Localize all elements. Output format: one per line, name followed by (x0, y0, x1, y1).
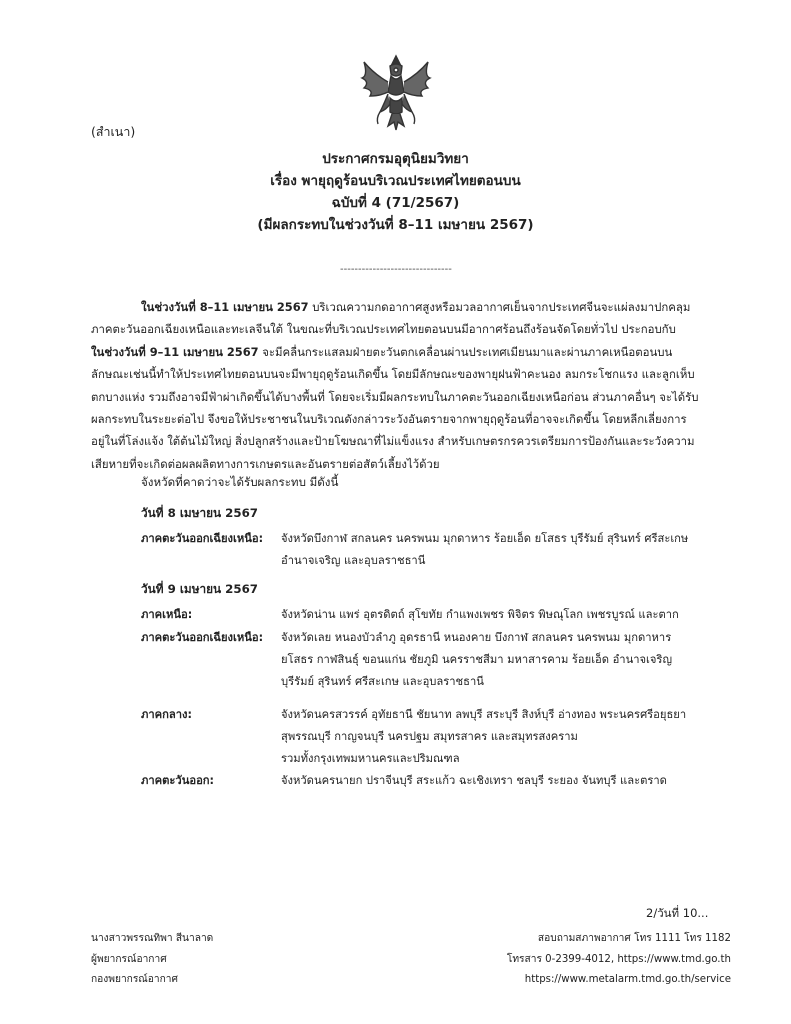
body-line: ภาคตะวันออกเฉียงเหนือและทะเลจีนใต้ ในขณะที่บริเวณประเทศไทยตอนบนมีอากาศร้อนถึงร้อนจัดโดยทั่วไป ประกอบกับ (91, 322, 676, 337)
footer-forecaster (91, 929, 213, 991)
region-label: ภาคตะวันออกเฉียงเหนือ: (141, 631, 264, 644)
region-provinces: จังหวัดนครสวรรค์ อุทัยธานี ชัยนาท ลพบุรี สระบุรี สิงห์บุรี อ่างทอง พระนครศรีอยุธยา สุพรรณบุรี กาญจนบุรี นครปฐม สมุทรสาคร และสมุทรสงคราม รวมทั้งกรุงเทพมหานครและปริมณฑล (281, 708, 687, 765)
day-header: วันที่ 9 เมษายน 2567 (141, 582, 259, 596)
region-provinces: จังหวัดเลย หนองบัวลำภู อุดรธานี หนองคาย บึงกาฬ สกลนคร นครพนม มุกดาหาร ยโสธร กาฬสินธุ์ ขอนแก่น ชัยภูมิ นครราชสีมา มหาสารคาม ร้อยเอ็ด อำนาจเจริญ บุรีรัมย์ สุรินทร์ ศรีสะเกษ และอุบลราชธานี (281, 631, 672, 688)
region-provinces: จังหวัดน่าน แพร่ อุตรดิตถ์ สุโขทัย กำแพงเพชร พิจิตร พิษณุโลก เพชรบูรณ์ และตาก (281, 608, 679, 621)
region-label: ภาคตะวันออก: (141, 774, 215, 787)
region-label: ภาคตะวันออกเฉียงเหนือ: (141, 532, 264, 545)
title-issue-number: ฉบับที่ 4 (71/2567) (331, 195, 460, 211)
body-line: อยู่ในที่โล่งแจ้ง ใต้ต้นไม้ใหญ่ สิ่งปลูกสร้างและป้ายโฆษณาที่ไม่แข็งแรง สำหรับเกษตรกรควรเตรียมการป้องกันและระวังความ (91, 434, 695, 449)
announcement-body (91, 296, 702, 475)
region-label: ภาคกลาง: (141, 708, 192, 721)
region-provinces: จังหวัดนครนายก ปราจีนบุรี สระแก้ว ฉะเชิงเทรา ชลบุรี ระยอง จันทบุรี และตราด (281, 774, 667, 787)
body-line: ลักษณะเช่นนี้ทำให้ประเทศไทยตอนบนจะมีพายุฤดูร้อนเกิดขึ้น โดยมีลักษณะของพายุฝนฟ้าคะนอง ลมกระโชกแรง และลูกเห็บ (91, 367, 695, 382)
title-effective-period: (มีผลกระทบในช่วงวันที่ 8–11 เมษายน 2567) (257, 217, 534, 233)
contact-phone: สอบถามสภาพอากาศ โทร 1111 โทร 1182 (537, 933, 731, 944)
body-line: เสียหายที่จะเกิดต่อผลผลิตทางการเกษตรและอันตรายต่อสัตว์เลี้ยงไว้ด้วย (91, 456, 440, 471)
announcement-title (0, 148, 791, 236)
page-continuation: 2/วันที่ 10... (646, 906, 709, 920)
garuda-emblem (354, 52, 438, 136)
title-subject: เรื่อง พายุฤดูร้อนบริเวณประเทศไทยตอนบน (270, 173, 521, 189)
affected-provinces-lead: จังหวัดที่คาดว่าจะได้รับผลกระทบ มีดังนี้ (141, 475, 339, 489)
region-label: ภาคเหนือ: (141, 608, 193, 621)
contact-url: https://www.metalarm.tmd.go.th/service (524, 974, 731, 985)
body-date-range: ในช่วงวันที่ 8–11 เมษายน 2567 (141, 300, 309, 314)
region-provinces: จังหวัดบึงกาฬ สกลนคร นครพนม มุกดาหาร ร้อยเอ็ด ยโสธร บุรีรัมย์ สุรินทร์ ศรีสะเกษ อำนาจเจริญ และอุบลราชธานี (281, 532, 689, 567)
body-line: ตกบางแห่ง รวมถึงอาจมีฟ้าผ่าเกิดขึ้นได้บางพื้นที่ โดยจะเริ่มมีผลกระทบในภาคตะวันออกเฉียงเหนือก่อน ส่วนภาคอื่นๆ จะได้รับ (91, 389, 699, 404)
body-line: ในช่วงวันที่ 9–11 เมษายน 2567 จะมีคลื่นกระแสลมฝ่ายตะวันตกเคลื่อนผ่านประเทศเมียนมาและผ่านภาคเหนือตอนบน (91, 344, 673, 359)
title-agency: ประกาศกรมอุตุนิยมวิทยา (322, 151, 469, 167)
body-line: ผลกระทบในระยะต่อไป จึงขอให้ประชาชนในบริเวณดังกล่าวระวังอันตรายจากพายุฤดูร้อนที่อาจจะเกิดขึ้น โดยหลีกเลี่ยงการ (91, 411, 687, 426)
copy-label: (สำเนา) (91, 124, 136, 139)
forecaster-division: กองพยากรณ์อากาศ (91, 974, 178, 985)
contact-fax: โทรสาร 0-2399-4012, https://www.tmd.go.th (506, 953, 731, 965)
forecaster-role: ผู้พยากรณ์อากาศ (91, 953, 167, 965)
title-divider: ------------------------------- (340, 264, 452, 275)
body-date-range: ในช่วงวันที่ 9–11 เมษายน 2567 (91, 344, 259, 359)
day-header: วันที่ 8 เมษายน 2567 (141, 506, 259, 520)
footer-contact (507, 929, 731, 991)
forecaster-name: นางสาวพรรณทิพา สีนาลาด (91, 933, 214, 944)
body-line: ในช่วงวันที่ 8–11 เมษายน 2567 บริเวณความกดอากาศสูงหรือมวลอากาศเย็นจากประเทศจีนจะแผ่ลงมาปกคลุม (141, 300, 691, 314)
